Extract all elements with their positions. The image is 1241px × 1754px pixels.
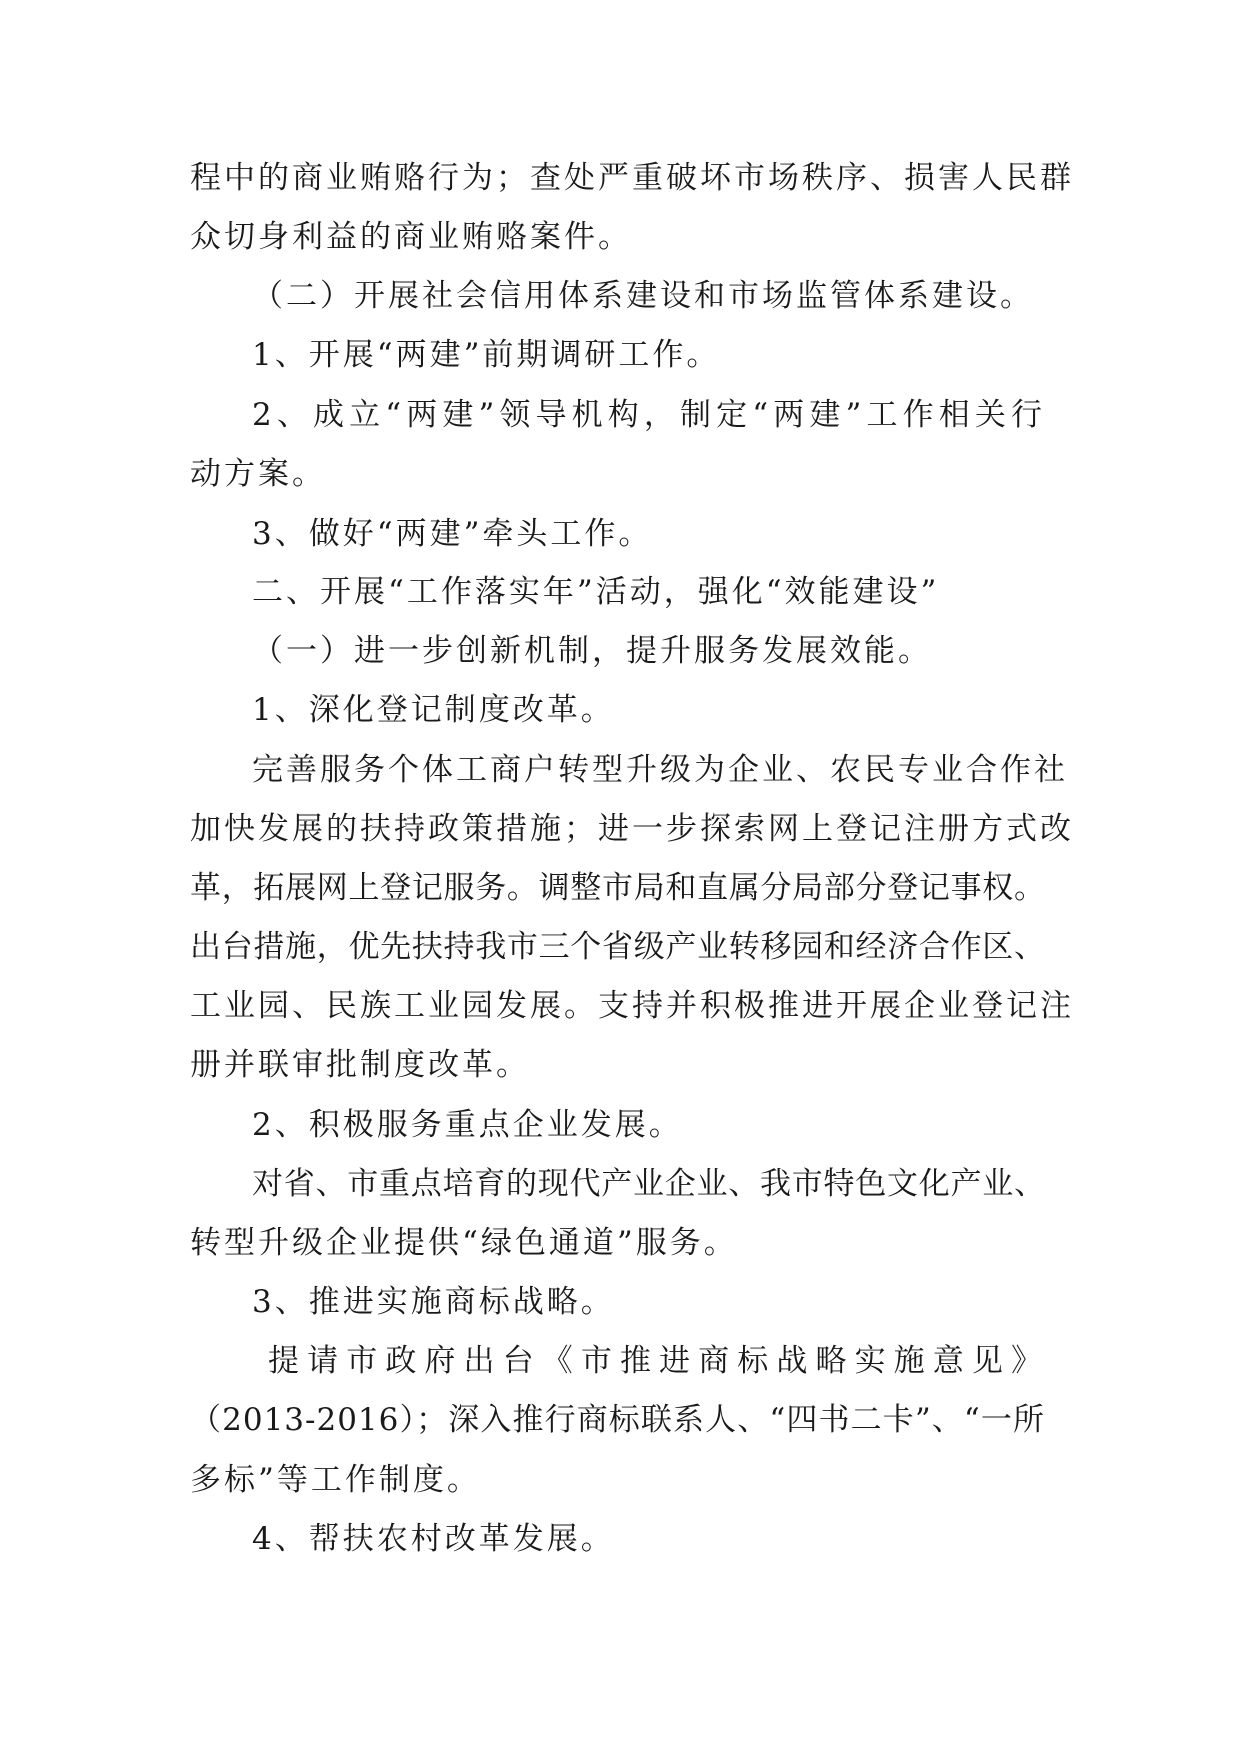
text-line: 程中的商业贿赂行为；查处严重破坏市场秩序、损害人民群 bbox=[190, 160, 1074, 196]
list-item: 3、推进实施商标战略。 bbox=[252, 1284, 615, 1320]
text-line: 动方案。 bbox=[190, 456, 326, 492]
list-item: 2、积极服务重点企业发展。 bbox=[252, 1107, 683, 1143]
text-line: 册并联审批制度改革。 bbox=[190, 1047, 530, 1083]
list-item: 2、成立“两建”领导机构，制定“两建”工作相关行 bbox=[252, 397, 1045, 433]
text-line: 革，拓展网上登记服务。调整市局和直属分局部分登记事权。 bbox=[190, 870, 1045, 906]
list-item: 1、深化登记制度改革。 bbox=[252, 692, 615, 728]
list-item: 4、帮扶农村改革发展。 bbox=[252, 1521, 615, 1557]
text-line: 众切身利益的商业贿赂案件。 bbox=[190, 219, 632, 255]
text-line: 完善服务个体工商户转型升级为企业、农民专业合作社 bbox=[252, 752, 1068, 788]
text-line: （2013-2016）；深入推行商标联系人、“四书二卡”、“一所 bbox=[190, 1402, 1045, 1438]
text-line: 工业园、民族工业园发展。支持并积极推进开展企业登记注 bbox=[190, 988, 1074, 1024]
section-heading: （二）开展社会信用体系建设和市场监管体系建设。 bbox=[252, 278, 1034, 314]
text-line: 加快发展的扶持政策措施；进一步探索网上登记注册方式改 bbox=[190, 811, 1074, 847]
section-heading: 二、开展“工作落实年”活动，强化“效能建设” bbox=[252, 574, 940, 610]
list-item: 3、做好“两建”牵头工作。 bbox=[252, 516, 653, 552]
text-line: 转型升级企业提供“绿色通道”服务。 bbox=[190, 1225, 738, 1261]
text-line: 多标”等工作制度。 bbox=[190, 1462, 481, 1498]
list-item: 1、开展“两建”前期调研工作。 bbox=[252, 337, 721, 373]
section-heading: （一）进一步创新机制，提升服务发展效能。 bbox=[252, 633, 932, 669]
text-line: 出台措施，优先扶持我市三个省级产业转移园和经济合作区、 bbox=[190, 929, 1045, 965]
text-line: 对省、市重点培育的现代产业企业、我市特色文化产业、 bbox=[252, 1166, 1045, 1202]
text-line: 提请市政府出台《市推进商标战略实施意见》 bbox=[268, 1343, 1045, 1379]
